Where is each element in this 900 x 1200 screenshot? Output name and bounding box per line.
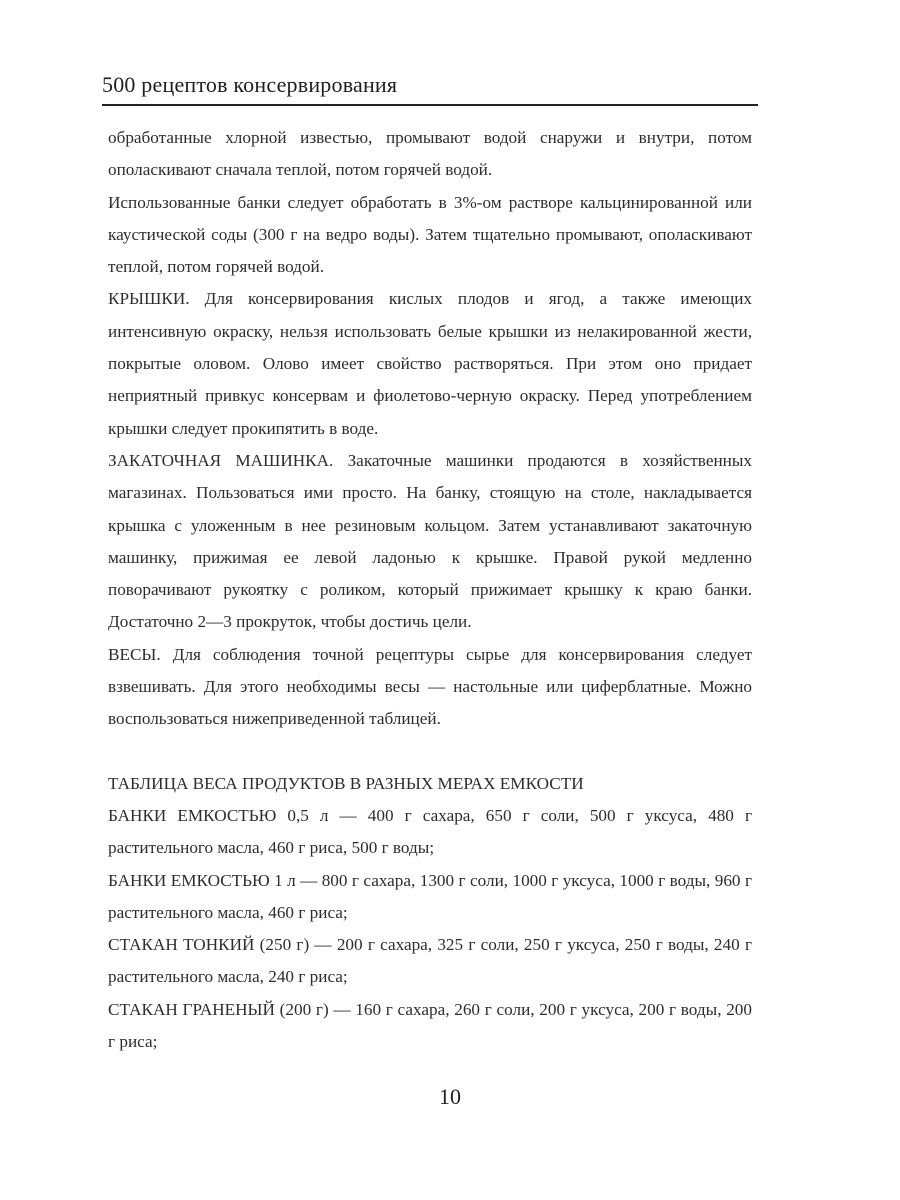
table-section-title: ТАБЛИЦА ВЕСА ПРОДУКТОВ В РАЗНЫХ МЕРАХ ЕМКОСТИ [108, 773, 584, 793]
page-header [102, 70, 758, 106]
book-title: 500 рецептов консервирования [102, 72, 398, 97]
table-entry-faceted-glass: СТАКАН ГРАНЕНЫЙ (200 г) — 160 г сахара, 260 г соли, 200 г уксуса, 200 г воды, 200 г риса; [108, 999, 752, 1052]
page-body [108, 122, 752, 1058]
page-number: 10 [439, 1084, 461, 1109]
table-entry-jar-one-liter: БАНКИ ЕМКОСТЬЮ 1 л — 800 г сахара, 1300 г соли, 1000 г уксуса, 1000 г воды, 960 г растительного масла, 460 г риса; [108, 870, 752, 922]
section-spacer [108, 736, 752, 768]
paragraph-sealing-machine: ЗАКАТОЧНАЯ МАШИНКА. Закаточные машинки продаются в хозяйственных магазинах. Пользоваться ими просто. На банку, стоящую на столе, накладывается крышка с уложенным в нее резиновым кольцом. Затем устанавливают закаточную машинку, прижимая ее левой ладонью к крышке. Правой рукой медленно поворачивают рукоятку с роликом, который прижимает крышку к краю банки. Достаточно 2—3 прокруток, чтобы достичь цели. [108, 450, 752, 632]
table-entry-thin-glass: СТАКАН ТОНКИЙ (250 г) — 200 г сахара, 325 г соли, 250 г уксуса, 250 г воды, 240 г растительного масла, 240 г риса; [108, 935, 752, 987]
paragraph-lids: КРЫШКИ. Для консервирования кислых плодов и ягод, а также имеющих интенсивную окраску, нельзя использовать белые крышки из нелакированной жести, покрытые оловом. Олово имеет свойство растворяться. При этом оно придает неприятный привкус консервам и фиолетово-черную окраску. Перед употреблением крышки следует прокипятить в воде. [108, 289, 752, 438]
paragraph-scales: ВЕСЫ. Для соблюдения точной рецептуры сырье для консервирования следует взвешивать. Для этого необходимы весы — настольные или циферблатные. Можно воспользоваться нижеприведенной таблицей. [108, 644, 752, 729]
table-entry-jar-half-liter: БАНКИ ЕМКОСТЬЮ 0,5 л — 400 г сахара, 650 г соли, 500 г уксуса, 480 г растительного масла, 460 г риса, 500 г воды; [108, 805, 752, 858]
paragraph-used-jars: Использованные банки следует обработать в 3%-ом растворе кальцинированной или каустической соды (300 г на ведро воды). Затем тщательно промывают, ополаскивают теплой, потом горячей водой. [108, 192, 752, 277]
paragraph-jar-washing: обработанные хлорной известью, промывают водой снаружи и внутри, потом ополаскивают сначала теплой, потом горячей водой. [108, 128, 752, 180]
